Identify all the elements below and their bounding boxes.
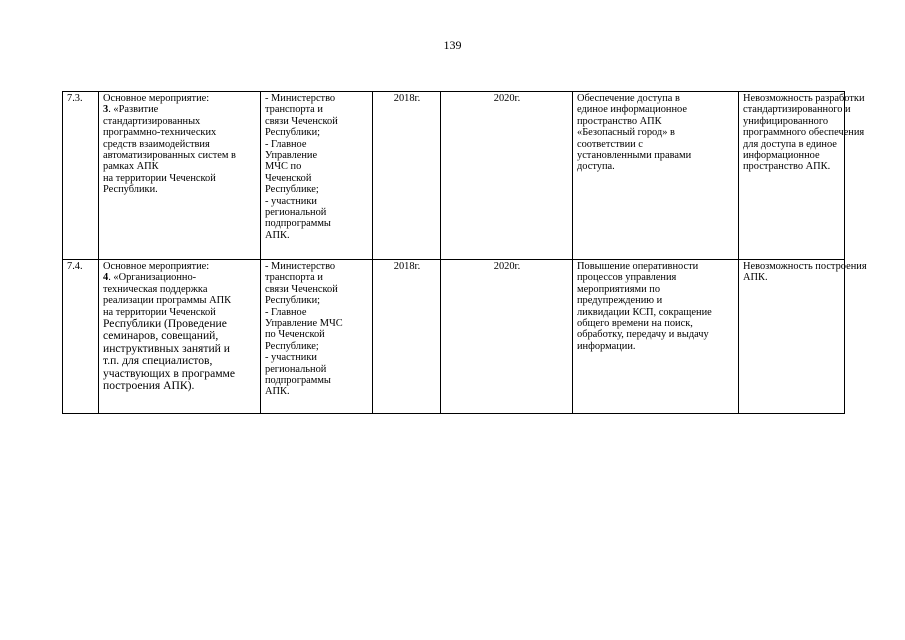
activities-table xyxy=(62,91,867,414)
event-line: техническая поддержка xyxy=(103,283,208,295)
event-heading: Основное мероприятие: xyxy=(103,93,210,104)
result-line: соответствии с xyxy=(577,138,643,150)
executor-line: Управление xyxy=(265,150,318,162)
executor-line: связи Чеченской xyxy=(265,115,338,127)
start-year: 2018г. xyxy=(373,92,441,260)
result-line: установленными правами xyxy=(577,150,692,162)
executor-line: подпрограммы xyxy=(265,218,331,230)
executor-line: - участники xyxy=(265,195,317,207)
result-line: мероприятиями по xyxy=(577,283,661,295)
executor-line: транспорта и xyxy=(265,272,323,284)
event-line: рамках АПК xyxy=(103,161,159,173)
event-line: Республики (Проведение xyxy=(103,317,227,331)
result-line: единое информационное xyxy=(577,104,687,116)
result-line: ликвидации КСП, сокращение xyxy=(577,306,712,318)
result-line: предупреждению и xyxy=(577,295,663,307)
consequence-line: АПК. xyxy=(743,272,768,284)
consequences-cell xyxy=(739,260,867,414)
executor-line: Республики; xyxy=(265,295,321,307)
event-cell xyxy=(99,92,261,260)
table-row xyxy=(63,92,845,260)
event-title-first-line: 4. «Организационно- xyxy=(103,272,197,284)
result-line: Повышение оперативности xyxy=(577,261,699,272)
result-line: обработку, передачу и выдачу xyxy=(577,329,709,341)
result-line: доступа. xyxy=(577,161,615,173)
executor-line: - Главное xyxy=(265,306,307,318)
event-line: построения АПК). xyxy=(103,379,195,393)
event-line: реализации программы АПК xyxy=(103,295,232,307)
result-line: Обеспечение доступа в xyxy=(577,93,680,104)
executor-line: Республики; xyxy=(265,127,321,139)
executor-line: - участники xyxy=(265,352,317,364)
executor-line: региональной xyxy=(265,363,327,375)
result-cell xyxy=(573,92,739,260)
event-title-first-line: 3. «Развитие xyxy=(103,104,159,116)
consequence-line: стандартизированного и xyxy=(743,104,851,116)
event-line: инструктивных занятий и xyxy=(103,341,230,355)
result-line: информации. xyxy=(577,340,636,352)
event-line: на территории Чеченской xyxy=(103,172,216,184)
end-year: 2020г. xyxy=(441,92,573,260)
table-row xyxy=(63,260,845,414)
event-line: на территории Чеченской xyxy=(103,306,216,318)
executor-line: Республике; xyxy=(265,184,319,196)
event-line: Республики. xyxy=(103,184,158,196)
end-year: 2020г. xyxy=(441,260,573,414)
event-line: участвующих в программе xyxy=(103,366,236,380)
executor-line: по Чеченской xyxy=(265,329,325,341)
result-line: процессов управления xyxy=(577,272,677,284)
executor-line: транспорта и xyxy=(265,104,323,116)
row-number: 7.4. xyxy=(63,260,99,414)
start-year: 2018г. xyxy=(373,260,441,414)
event-item-number: 4 xyxy=(103,272,109,284)
executor-line: АПК. xyxy=(265,386,290,398)
event-cell xyxy=(99,260,261,414)
executor-line: Управление МЧС xyxy=(265,318,343,330)
result-line: «Безопасный город» в xyxy=(577,127,675,139)
event-line: семинаров, совещаний, xyxy=(103,329,219,343)
executor-line: - Министерство xyxy=(265,261,336,272)
executor-line: - Главное xyxy=(265,138,307,150)
event-line: т.п. для специалистов, xyxy=(103,354,213,368)
event-line: средств взаимодействия xyxy=(103,138,210,150)
consequence-line: для доступа в единое xyxy=(743,138,837,150)
executors-cell xyxy=(261,92,373,260)
executor-line: МЧС по xyxy=(265,161,302,173)
result-line: пространство АПК xyxy=(577,115,662,127)
consequence-line: программного обеспечения xyxy=(743,127,865,139)
row-number: 7.3. xyxy=(63,92,99,260)
executor-line: Республике; xyxy=(265,340,319,352)
executor-line: АПК. xyxy=(265,229,290,241)
result-cell xyxy=(573,260,739,414)
event-line: автоматизированных систем в xyxy=(103,150,236,162)
consequence-line: Невозможность разработки xyxy=(743,93,865,104)
consequence-line: информационное xyxy=(743,150,820,162)
executors-cell xyxy=(261,260,373,414)
executor-line: подпрограммы xyxy=(265,375,331,387)
consequence-line: Невозможность построения xyxy=(743,261,867,272)
consequences-cell xyxy=(739,92,865,260)
event-line: программно-технических xyxy=(103,127,217,139)
event-heading: Основное мероприятие: xyxy=(103,261,210,272)
executor-line: - Министерство xyxy=(265,93,336,104)
consequence-line: унифицированного xyxy=(743,115,829,127)
event-item-number: 3 xyxy=(103,104,109,116)
page-number: 139 xyxy=(443,38,462,52)
executor-line: региональной xyxy=(265,207,327,219)
executor-line: связи Чеченской xyxy=(265,283,338,295)
event-line: стандартизированных xyxy=(103,115,201,127)
executor-line: Чеченской xyxy=(265,172,312,184)
result-line: общего времени на поиск, xyxy=(577,318,693,330)
consequence-line: пространство АПК. xyxy=(743,161,831,173)
